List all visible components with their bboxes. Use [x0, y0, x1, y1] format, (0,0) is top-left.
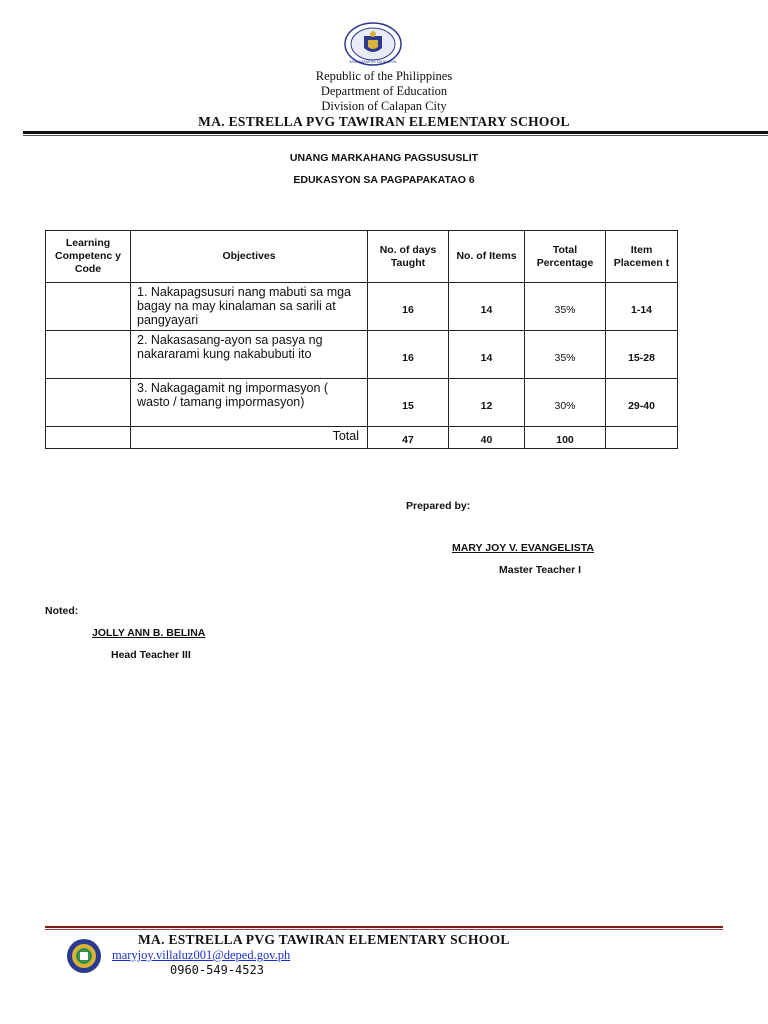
header-republic: Republic of the Philippines — [315, 69, 453, 83]
svg-text:KAGAWARAN NG EDUKASYON: KAGAWARAN NG EDUKASYON — [349, 60, 397, 64]
deped-seal-logo — [344, 22, 402, 66]
objective-text: 1. Nakapagsusuri nang mabuti sa mga bagay na may kinalaman sa sarili at pangyayari — [137, 285, 352, 327]
table-row — [46, 283, 678, 331]
header-items: No. of Items — [449, 231, 525, 283]
objective-text: 3. Nakagagamit ng impormasyon ( wasto / tamang impormasyon) — [137, 381, 329, 409]
cell-percentage: 30% — [525, 379, 606, 427]
table-total-row — [46, 427, 678, 449]
header-percentage: Total Percentage — [525, 231, 606, 283]
total-items: 40 — [449, 427, 525, 449]
table-of-specification — [45, 230, 678, 449]
cell-objective — [131, 331, 368, 379]
prepared-by-label: Prepared by: — [406, 500, 471, 512]
total-days: 47 — [368, 427, 449, 449]
cell-placement: 1-14 — [606, 283, 678, 331]
footer-divider-thin — [45, 929, 723, 930]
header-department: Department of Education — [320, 84, 448, 98]
cell-items: 14 — [449, 283, 525, 331]
cell-percentage: 35% — [525, 331, 606, 379]
school-logo — [66, 938, 102, 974]
footer-divider — [45, 926, 723, 928]
footer-phone: 0960-549-4523 — [170, 963, 264, 977]
cell-percentage: 35% — [525, 283, 606, 331]
footer-school-name: MA. ESTRELLA PVG TAWIRAN ELEMENTARY SCHOOL — [138, 932, 510, 947]
cell-objective — [131, 379, 368, 427]
noter-title: Head Teacher III — [111, 649, 191, 661]
header-code: Learning Competenc y Code — [46, 231, 131, 283]
footer-email-link[interactable]: maryjoy.villaluz001@deped.gov.ph — [112, 948, 291, 962]
cell-items: 12 — [449, 379, 525, 427]
cell-days: 16 — [368, 283, 449, 331]
cell-code — [46, 427, 131, 449]
subject-title: EDUKASYON SA PAGPAPAKATAO 6 — [293, 174, 475, 186]
header-divider-thin — [23, 135, 768, 136]
table-row — [46, 379, 678, 427]
table-row — [46, 331, 678, 379]
total-percentage: 100 — [525, 427, 606, 449]
header-division: Division of Calapan City — [321, 99, 447, 113]
total-label: Total — [131, 427, 368, 449]
cell-code — [46, 331, 131, 379]
objective-text: 2. Nakasasang-ayon sa pasya ng nakararami kung nakabubuti ito — [137, 333, 323, 361]
table-header-row — [46, 231, 678, 283]
total-placement — [606, 427, 678, 449]
noter-name: JOLLY ANN B. BELINA — [92, 627, 206, 639]
cell-placement: 15-28 — [606, 331, 678, 379]
cell-code — [46, 283, 131, 331]
noted-label: Noted: — [45, 605, 79, 617]
header-objectives: Objectives — [131, 231, 368, 283]
cell-days: 16 — [368, 331, 449, 379]
preparer-name: MARY JOY V. EVANGELISTA — [452, 542, 594, 554]
exam-title: UNANG MARKAHANG PAGSUSUSLIT — [289, 152, 479, 164]
header-divider — [23, 131, 768, 134]
cell-items: 14 — [449, 331, 525, 379]
cell-code — [46, 379, 131, 427]
preparer-title: Master Teacher I — [499, 564, 582, 576]
header-school-name: MA. ESTRELLA PVG TAWIRAN ELEMENTARY SCHOOL — [198, 114, 570, 129]
header-days: No. of days Taught — [368, 231, 449, 283]
cell-placement: 29-40 — [606, 379, 678, 427]
header-placement: Item Placemen t — [606, 231, 678, 283]
cell-objective — [131, 283, 368, 331]
cell-days: 15 — [368, 379, 449, 427]
